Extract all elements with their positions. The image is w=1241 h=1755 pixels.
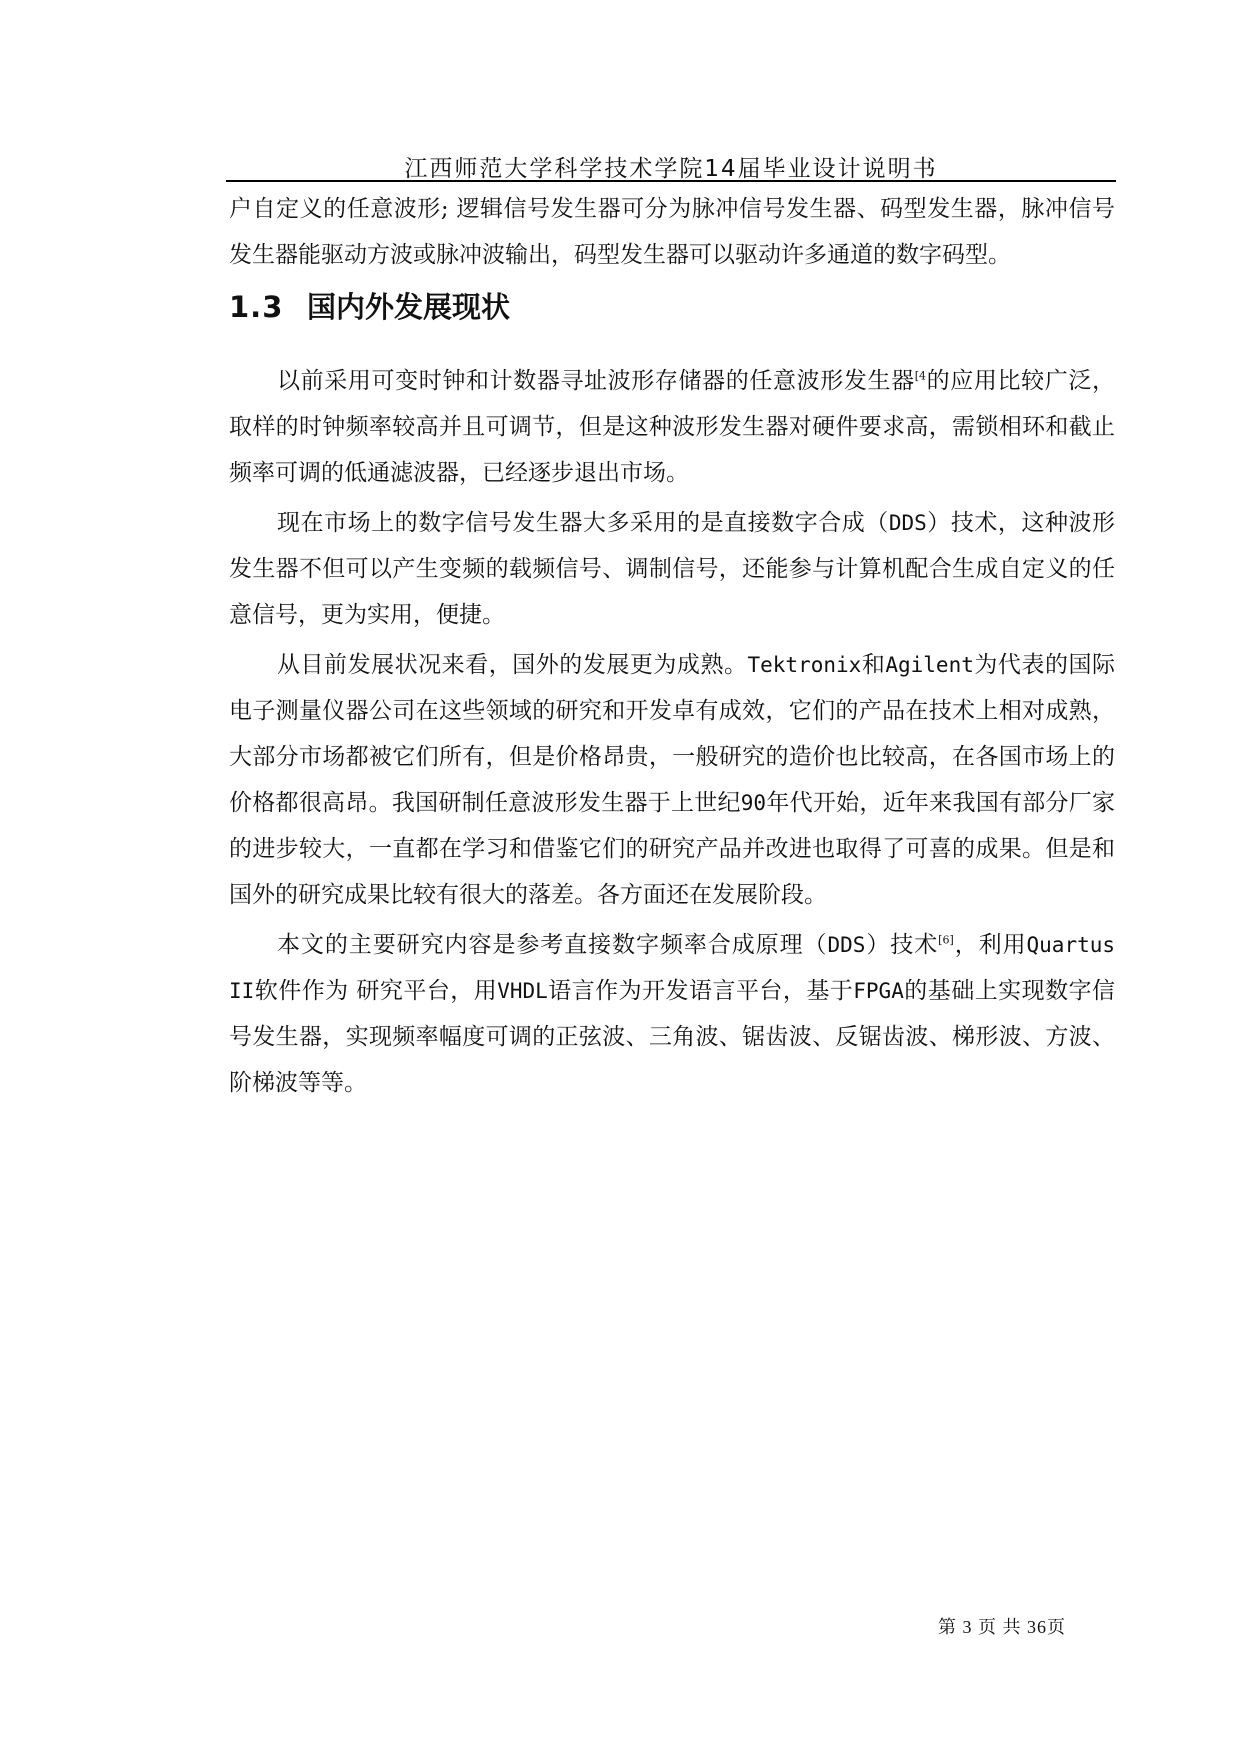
paragraph-scope-text-e: 语言作为开发语言平台，基于 [547,978,854,1004]
paragraph-scope [229,922,1115,1106]
paragraph-market-text-b: ）技术，这种波形发生器不但可以产生变频的载频信号、调制信号，还能参与计算机配合生成自定义的任意信号，更为实用，便捷。 [229,510,1115,628]
paragraph-status-text-b: 和 [861,652,886,678]
paragraph-status [229,642,1115,918]
section-number: 1.3 [229,290,284,324]
section-title: 国内外发展现状 [307,290,511,324]
paragraph-history [229,358,1115,496]
citation-ref: [6] [938,933,954,947]
fpga-term: FPGA [853,979,904,1003]
dds-term: DDS [827,933,866,957]
paragraph-scope-text-d: 软件作为 研究平台，用 [254,978,498,1004]
citation-ref: [4 [914,369,927,383]
paragraph-history-text-b: 的应用比较广泛，取样的时钟频率较高并且可调节，但是这种波形发生器对硬件要求高，需锁相环和截止频率可调的低通滤波器，已经逐步退出市场。 [229,368,1116,486]
brand-tektronix: Tektronix [747,653,862,677]
paragraph-scope-text-f: 的基础上实现数字信号发生器，实现频率幅度可调的正弦波、三角波、锯齿波、反锯齿波、梯形波、方波、阶梯波等等。 [229,978,1116,1096]
paragraph-status-text-a: 从目前发展状况来看，国外的发展更为成熟。 [277,652,748,678]
paragraph-scope-text-a: 本文的主要研究内容是参考直接数字频率合成原理（ [277,932,828,958]
decade-number: 90 [740,791,767,815]
paragraph-history-text-a: 以前采用可变时钟和计数器寻址波形存储器的任意波形发生器 [277,368,915,394]
paragraph-market [229,500,1115,638]
header-rule [226,180,1116,182]
paragraph-scope-text-c: ，利用 [953,932,1027,958]
paragraph-continuation: 户自定义的任意波形; 逻辑信号发生器可分为脉冲信号发生器、码型发生器，脉冲信号发生器能驱动方波或脉冲波输出，码型发生器可以驱动许多通道的数字码型。 [229,196,1115,268]
paragraph-scope-text-b: ）技术 [865,932,939,958]
page-number: 第 3 页 共 36页 [938,1617,1066,1637]
dds-term: DDS [888,511,927,535]
section-heading [229,278,1115,336]
paragraph-market-text-a: 现在市场上的数字信号发生器大多采用的是直接数字合成（ [277,510,889,536]
body-content [229,186,1115,1106]
heading-spacer [229,336,1115,358]
vhdl-term: VHDL [497,979,548,1003]
running-header: 江西师范大学科学技术学院14届毕业设计说明书 [404,156,938,182]
paragraph-status-text-d: 年代开始，近年来我国有部分厂家的进步较大，一直都在学习和借鉴它们的研究产品并改进也取得了可喜的成果。但是和国外的研究成果比较有很大的落差。各方面还在发展阶段。 [229,790,1116,908]
software-name: Quartus II [229,933,1116,1003]
brand-agilent: Agilent [885,653,974,677]
paragraph-status-text-c: 为代表的国际电子测量仪器公司在这些领域的研究和开发卓有成效，它们的产品在技术上相对成熟，大部分市场都被它们所有，但是价格昂贵，一般研究的造价也比较高，在各国市场上的价格都很高昂。我国研制任意波形发生器于上世纪 [229,652,1116,816]
